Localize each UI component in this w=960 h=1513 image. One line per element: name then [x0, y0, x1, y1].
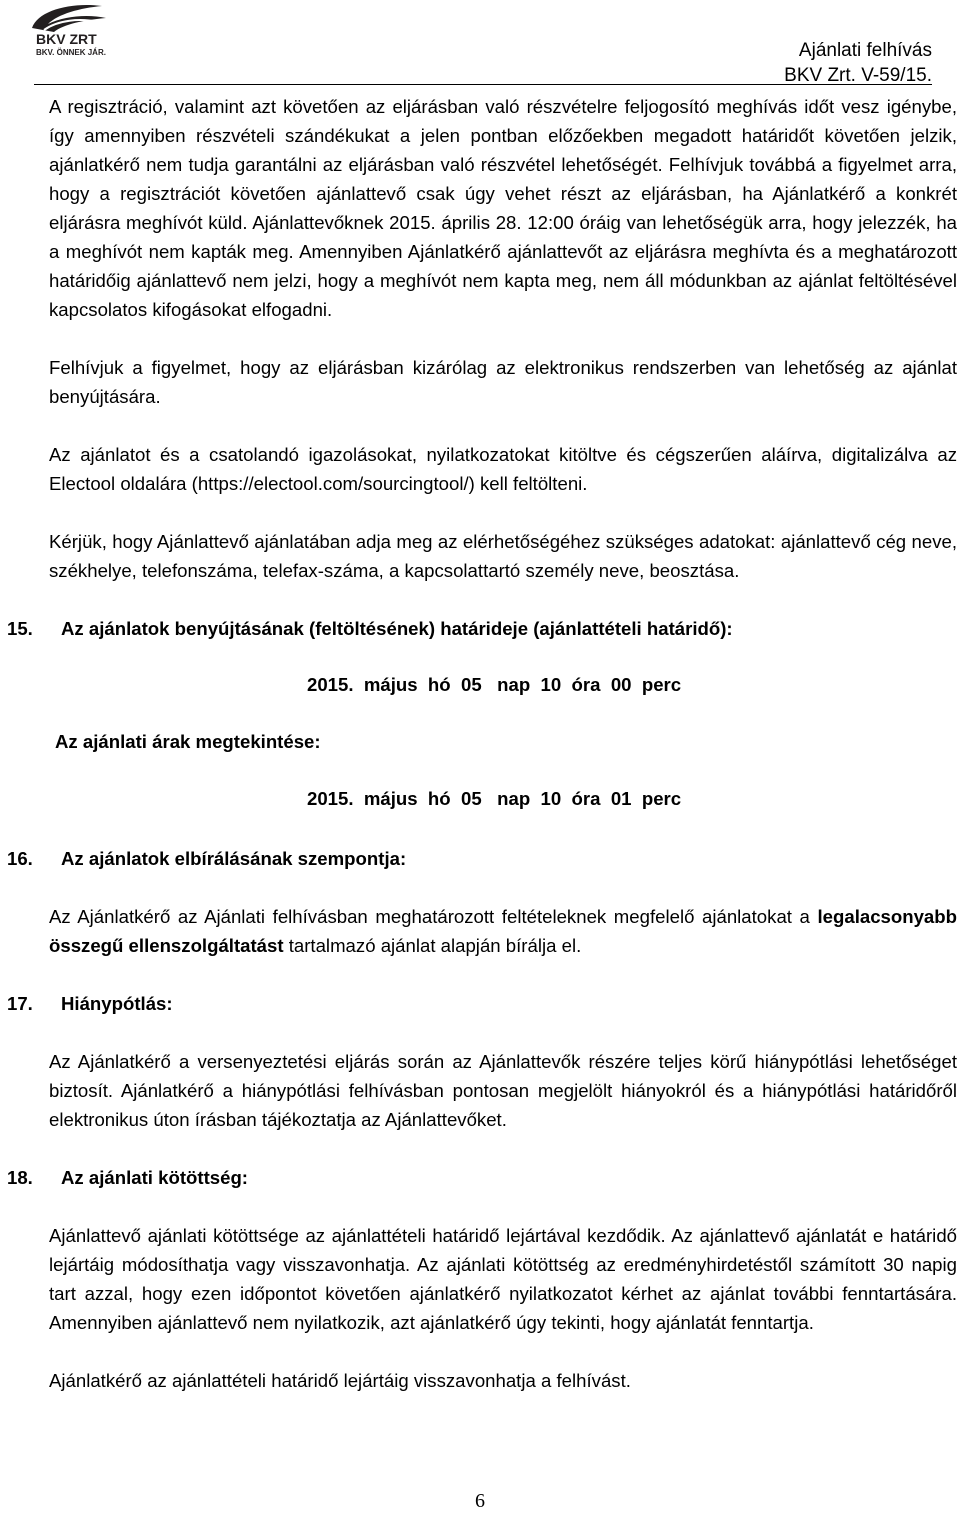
section-number: 15. [7, 618, 33, 639]
submission-deadline: 2015. május hó 05 nap 10 óra 00 perc [307, 674, 682, 695]
viewing-time: 2015. május hó 05 nap 10 óra 01 perc [307, 788, 682, 809]
section-title: Az ajánlati kötöttség: [61, 1167, 248, 1188]
document-body [7, 92, 957, 1395]
section-number: 18. [7, 1167, 33, 1188]
bkv-logo [14, 0, 132, 58]
section-15-heading [7, 614, 957, 643]
doc-reference: BKV Zrt. V-59/15. [784, 65, 932, 86]
logo-tagline: BKV. ÖNNEK JÁR. [36, 48, 106, 57]
viewing-label: Az ajánlati árak megtekintése: [55, 731, 321, 752]
registration-paragraph: A regisztráció, valamint azt követően az eljárásban való részvételre feljogosító meghívás időt vesz igénybe, így amennyiben részvételi szándékukat a jelen pontban előzőekben megadott határidőt követően jelzik, ajánlatkérő nem tudja garantálni az eljárásban való részvétel lehetőségét. Felhívjuk továbbá a figyelmet arra, hogy a regisztrációt követően ajánlattevő csak úgy vehet részt az eljárásban, ha Ajánlatkérő a konkrét eljárásra meghívót küld. Ajánlattevőknek 2015. április 28. 12:00 óráig van lehetőségük arra, hogy jelezzék, ha a meghívót nem kapták meg. Amennyiben Ajánlatkérő ajánlattevőt az eljárásra meghívta és a meghatározott határidőig ajánlattevő nem jelzi, hogy a meghívót nem kapta meg, nem áll módunkban az ajánlat feltöltésével kapcsolatos kifogásokat elfogadni. [49, 96, 957, 320]
page-number: 6 [475, 1490, 485, 1512]
section-title: Az ajánlatok elbírálásának szempontja: [61, 848, 407, 869]
section-title: Az ajánlatok benyújtásának (feltöltésének) határideje (ajánlattételi határidő): [61, 618, 733, 639]
missing-docs-paragraph: Az Ajánlatkérő a versenyeztetési eljárás során az Ajánlattevők részére teljes körű hiánypótlási lehetőséget biztosít. Ajánlatkérő a hiánypótlási felhívásban pontosan megjelölt hiányokról és a hiánypótlási határidőről elektronikus úton írásban tájékoztatja az Ajánlattevőket. [49, 1051, 957, 1130]
section-17-heading [7, 989, 957, 1018]
section-number: 16. [7, 848, 33, 869]
header-divider [34, 84, 932, 85]
contact-data-paragraph: Kérjük, hogy Ajánlattevő ajánlatában adja meg az elérhetőségéhez szükséges adatokat: ajánlattevő cég neve, székhelye, telefonszáma, telefax-száma, a kapcsolattartó személy neve, beosztása. [49, 531, 957, 581]
logo-swoosh [32, 5, 106, 32]
upload-paragraph: Az ajánlatot és a csatolandó igazolásokat, nyilatkozatokat kitöltve és cégszerűen aláírva, digitalizálva az Electool oldalára (https://electool.com/sourcingtool/) kell feltölteni. [49, 444, 957, 494]
section-title: Hiánypótlás: [61, 993, 173, 1014]
deadline-block [49, 643, 957, 843]
evaluation-criteria-paragraph: Az Ajánlatkérő az Ajánlati felhívásban meghatározott feltételeknek megfelelő ajánlatokat a legalacsonyabb összegű ellenszolgáltatást tartalmazó ajánlat alapján bírálja el. [49, 906, 957, 956]
criteria-emphasis: legalacsonyabb összegű ellenszolgáltatást [49, 906, 957, 956]
document-header [784, 38, 932, 88]
doc-type: Ajánlati felhívás [798, 40, 932, 61]
bid-validity-paragraph: Ajánlattevő ajánlati kötöttsége az ajánlattételi határidő lejártával kezdődik. Az ajánlattevő ajánlatát e határidő lejártáig módosíthatja vagy visszavonhatja. Az ajánlati kötöttség az eredményhirdetéstől számított 30 napig tart azzal, hogy ezen időpontot követően ajánlatkérő nyilatkozatot kérhet az ajánlat további fenntartására. Amennyiben ajánlattevő nem nyilatkozik, azt ajánlatkérő úgy tekinti, hogy ajánlatát fenntartja. [49, 1225, 957, 1333]
section-18-heading [7, 1163, 957, 1192]
withdrawal-paragraph: Ajánlatkérő az ajánlattételi határidő lejártáig visszavonhatja a felhívást. [49, 1370, 631, 1391]
electronic-only-paragraph: Felhívjuk a figyelmet, hogy az eljárásban kizárólag az elektronikus rendszerben van lehetőség az ajánlat benyújtására. [49, 357, 957, 407]
logo-text: BKV ZRT [36, 31, 97, 47]
section-16-heading [7, 844, 957, 873]
section-number: 17. [7, 993, 33, 1014]
